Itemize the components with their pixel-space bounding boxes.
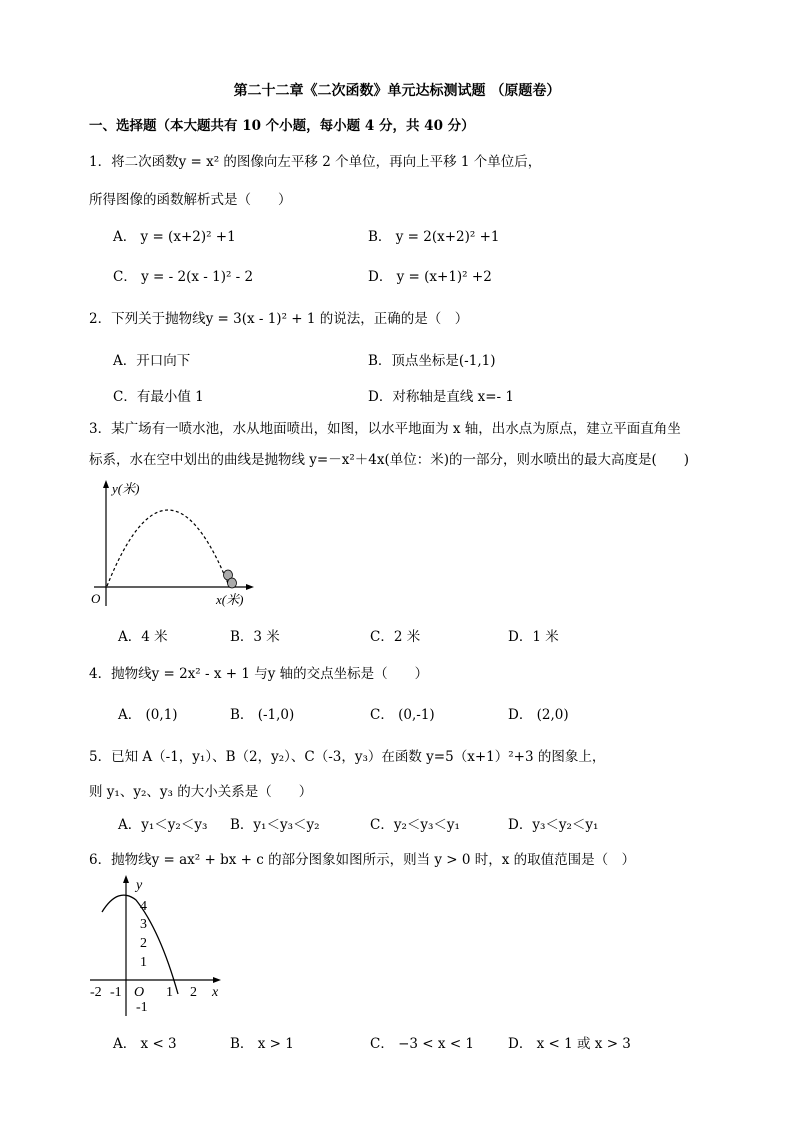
q3-origin-label: O [91, 591, 101, 606]
q1-stem-line1: 1．将二次函数y = x² 的图像向左平移 2 个单位，再向上平移 1 个单位后， [89, 154, 542, 170]
q6-x-arrow-icon [213, 977, 221, 983]
q6-x-tick-neg2: -2 [90, 985, 102, 1000]
q6-y-tick-2: 2 [140, 936, 147, 951]
q1-option-a: A． y = (x+2)² +1 [113, 229, 236, 245]
q6-x-axis-label: x [212, 985, 219, 1000]
q4-stem: 4．抛物线y = 2x² - x + 1 与y 轴的交点坐标是（ ） [89, 666, 429, 682]
q6-y-axis-label: y [136, 878, 143, 893]
q2-option-c: C．有最小值 1 [113, 389, 204, 405]
q6-option-d: D． x < 1 或 x > 3 [508, 1036, 631, 1052]
q2-option-d: D．对称轴是直线 x=- 1 [368, 389, 514, 405]
q5-option-a: A．y₁＜y₂＜y₃ [118, 817, 208, 833]
q5-stem-line1: 5．已知 A（-1，y₁）、B（2，y₂）、C（-3，y₃）在函数 y=5（x+1）²+3 的图象上， [89, 749, 606, 765]
q6-x-tick-2: 2 [190, 985, 197, 1000]
section-heading: 一、选择题（本大题共有 10 个小题，每小题 4 分，共 40 分） [89, 118, 475, 134]
q3-y-axis-label: y(米) [112, 481, 140, 496]
q3-stem-line1: 3．某广场有一喷水池，水从地面喷出，如图，以水平地面为 x 轴，出水点为原点，建立平面直角坐 [89, 421, 681, 437]
q3-option-d: D．1 米 [508, 629, 559, 645]
q1-option-c: C． y = - 2(x - 1)² - 2 [113, 269, 254, 285]
q3-stem-line2: 标系，水在空中划出的曲线是抛物线 y=－x²＋4x(单位：米)的一部分，则水喷出的最大高度是( ) [89, 452, 690, 468]
q3-x-arrow-icon [246, 584, 254, 590]
q6-option-c: C． −3 < x < 1 [370, 1036, 475, 1052]
q6-option-a: A． x < 3 [113, 1036, 177, 1052]
q4-option-b: B． (-1,0) [230, 707, 295, 723]
q6-y-tick-1: 1 [140, 955, 147, 970]
q6-option-b: B． x > 1 [230, 1036, 294, 1052]
q6-y-tick-3: 3 [140, 917, 147, 932]
q3-option-b: B．3 米 [230, 629, 280, 645]
q5-option-d: D．y₃＜y₂＜y₁ [508, 817, 599, 833]
q4-option-c: C． (0,-1) [370, 707, 435, 723]
q1-option-d: D． y = (x+1)² +2 [368, 269, 492, 285]
q3-option-c: C．2 米 [370, 629, 421, 645]
q1-option-b: B． y = 2(x+2)² +1 [368, 229, 500, 245]
q1-stem-line2: 所得图像的函数解析式是（ ） [89, 192, 292, 208]
q2-stem: 2．下列关于抛物线y = 3(x - 1)² + 1 的说法，正确的是（ ） [89, 311, 469, 327]
q3-option-a: A．4 米 [118, 629, 168, 645]
q6-y-tick-4: 4 [140, 899, 147, 914]
q3-y-arrow-icon [103, 480, 109, 488]
q6-y-tick-neg1: -1 [136, 1000, 148, 1015]
q5-stem-line2: 则 y₁、y₂、y₃ 的大小关系是（ ） [89, 784, 313, 800]
q3-fountain-figure [88, 478, 258, 610]
q6-origin-label: O [134, 985, 145, 1000]
q6-x-tick-1: 1 [166, 985, 173, 1000]
q5-option-c: C．y₂＜y₃＜y₁ [370, 817, 460, 833]
q4-option-d: D． (2,0) [508, 707, 569, 723]
q2-option-b: B．顶点坐标是(-1,1) [368, 353, 496, 369]
q4-option-a: A． (0,1) [118, 707, 178, 723]
q3-water-drop-lower [228, 578, 237, 588]
q6-x-tick-neg1: -1 [110, 985, 122, 1000]
q3-x-axis-label: x(米) [216, 592, 244, 607]
q2-option-a: A．开口向下 [113, 353, 191, 369]
q5-option-b: B．y₁＜y₃＜y₂ [230, 817, 320, 833]
q6-stem: 6．抛物线y = ax² + bx + c 的部分图象如图所示，则当 y > 0 时，x 的取值范围是（ ） [89, 852, 636, 868]
q6-parabola-figure [88, 870, 228, 1020]
q6-y-arrow-icon [123, 875, 129, 883]
page-title: 第二十二章《二次函数》单元达标测试题 （原题卷） [233, 83, 561, 99]
q3-water-arc [107, 510, 229, 586]
